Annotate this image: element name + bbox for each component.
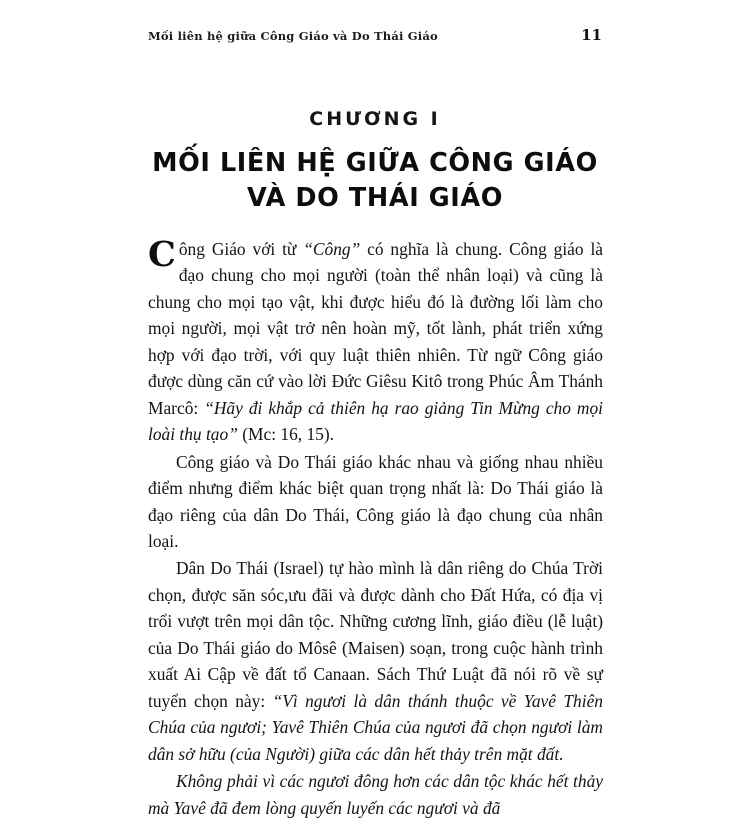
paragraph-4-scripture-quote: Không phải vì các ngươi đông hơn các dân tộc khác hết thảy mà Yavê đã đem lòng quyến luyến các ngươi và đã <box>148 771 603 818</box>
paragraph-1-quote-cong: “Công” <box>303 239 361 259</box>
paragraph-3 <box>148 555 603 767</box>
drop-cap: C <box>148 234 176 275</box>
chapter-title-line-1: MỐI LIÊN HỆ GIỮA CÔNG GIÁO <box>152 148 598 178</box>
paragraph-1-part-a: ông Giáo với từ <box>178 239 304 259</box>
paragraph-4 <box>148 768 603 821</box>
page-number: 11 <box>581 26 602 44</box>
running-head <box>148 26 602 48</box>
paragraph-3-scripture-quote: “Vì ngươi là dân thánh thuộc về Yavê Thiên Chúa của ngươi; Yavê Thiên Chúa của ngươi đã chọn ngươi làm dân sở hữu (của Người) giữa các dân hết thảy trên mặt đất. <box>148 690 603 764</box>
chapter-title-line-2: VÀ DO THÁI GIÁO <box>246 183 503 214</box>
running-head-title: Mối liên hệ giữa Công Giáo và Do Thái Giáo <box>148 29 438 43</box>
paragraph-1-citation: (Mc: 16, 15). <box>237 424 334 445</box>
paragraph-1 <box>148 236 603 448</box>
chapter-number: CHƯƠNG I <box>309 108 441 130</box>
chapter-title <box>148 146 602 216</box>
chapter-heading <box>148 108 602 216</box>
paragraph-2: Công giáo và Do Thái giáo khác nhau và giống nhau nhiều điểm nhưng điểm khác biệt quan trọng nhất là: Do Thái giáo là đạo riêng của dân Do Thái, Công giáo là đạo chung của nhân loại. <box>148 451 603 551</box>
paragraph-3-part-a: Dân Do Thái (Israel) tự hào mình là dân riêng do Chúa Trời chọn, được săn sóc,ưu đãi và được dành cho Đất Hứa, có địa vị trổi vượt trên mọi dân tộc. Những cương lĩnh, giáo điều (lễ luật) của Do Thái giáo do Môsê (Maisen) soạn, trong cuộc hành trình xuất Ai Cập về đất tổ Canaan. Sách Thứ Luật đã nói rõ về sự tuyển chọn này: <box>148 558 603 711</box>
paragraph-1-part-b: có nghĩa là chung. Công giáo là đạo chung cho mọi người (toàn thể nhân loại) và cũng là chung cho mọi tạo vật, khi được hiểu đó là đường lối làm cho mọi người, mọi vật trở nên hoàn mỹ, tốt lành, phát triển xứng hợp với đạo trời, với quy luật thiên nhiên. Từ ngữ Công giáo được dùng căn cứ vào lời Đức Giêsu Kitô trong Phúc Âm Thánh Marcô: <box>148 239 604 418</box>
paragraph-1-scripture-quote: “Hãy đi khắp cả thiên hạ rao giảng Tin Mừng cho mọi loài thụ tạo” <box>148 397 603 445</box>
body-text <box>148 236 603 822</box>
